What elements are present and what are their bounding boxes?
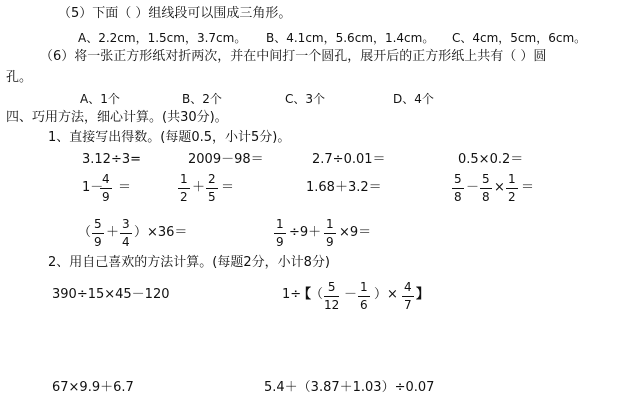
q5-option-a: A、2.2cm，1.5cm，3.7cm。: [78, 31, 247, 45]
numerator: 4: [100, 172, 112, 189]
numerator: 1: [506, 172, 518, 189]
q6-option-b: B、2个: [182, 92, 222, 106]
calc-4-2-fraction-1: [324, 280, 339, 313]
calc-4-2-close: ）×: [374, 287, 398, 302]
numerator: 5: [452, 172, 464, 189]
calc-4-2-right-bracket: 】: [416, 287, 430, 302]
numerator: 1: [274, 217, 286, 234]
calc-1-2: 2009－98＝: [188, 152, 264, 167]
calc-3-2-middle: ÷9＋: [289, 225, 322, 240]
calc-3-2-suffix: ×9＝: [339, 225, 372, 240]
calc-3-1-close: ）×36＝: [134, 225, 188, 240]
calc-4-2-operator: －: [344, 287, 358, 302]
numerator: 1: [358, 280, 370, 297]
numerator: 2: [206, 172, 218, 189]
numerator: 1: [324, 217, 336, 234]
q5-option-b: B、4.1cm，5.6cm，1.4cm。: [266, 31, 435, 45]
q6-option-a: A、1个: [80, 92, 120, 106]
calc-2-1-fraction: [100, 172, 112, 205]
calc-4-2-prefix: 1÷: [282, 287, 302, 302]
denominator: 7: [404, 298, 412, 312]
calc-3-1-operator: ＋: [106, 225, 120, 240]
calc-1-3: 2.7÷0.01＝: [312, 152, 386, 167]
calc-1-1: 3.12÷3=: [82, 152, 142, 167]
calc-3-1-open-paren: （: [78, 225, 92, 240]
calc-2-2-equals: ＝: [221, 180, 235, 195]
denominator: 4: [122, 235, 130, 249]
q6-option-d: D、4个: [393, 92, 434, 106]
calc-2-4-operator-2: ×: [494, 180, 505, 195]
calc-4-2-fraction-3: [402, 280, 414, 313]
calc-2-2-fraction-2: [206, 172, 218, 205]
numerator: 5: [480, 172, 492, 189]
denominator: 2: [508, 190, 516, 204]
calc-4-2-left-bracket: 【: [298, 287, 312, 302]
calc-2-1-equals: ＝: [118, 180, 132, 195]
numerator: 5: [324, 280, 339, 297]
calc-2-4-fraction-3: [506, 172, 518, 205]
denominator: 9: [276, 235, 284, 249]
denominator: 12: [324, 298, 340, 312]
calc-2-2-operator: ＋: [192, 180, 206, 195]
calc-5-2: 5.4＋（3.87＋1.03）÷0.07: [264, 380, 435, 395]
calc-2-4-equals: ＝: [521, 180, 535, 195]
calc-2-1-prefix: 1－: [82, 180, 104, 195]
denominator: 2: [180, 190, 188, 204]
calc-3-2-fraction-1: [274, 217, 286, 250]
q6-option-c: C、3个: [285, 92, 326, 106]
calc-2-4-fraction-2: [480, 172, 492, 205]
denominator: 8: [454, 190, 462, 204]
calc-3-2-fraction-2: [324, 217, 336, 250]
numerator: 3: [120, 217, 132, 234]
calc-2-4-fraction-1: [452, 172, 464, 205]
q6-prompt: （6）将一张正方形纸对折两次，并在中间打一个圆孔，展开后的正方形纸上共有（ ）圆: [40, 49, 547, 64]
calc-4-2-fraction-2: [358, 280, 370, 313]
calc-2-2-fraction-1: [178, 172, 190, 205]
denominator: 6: [360, 298, 368, 312]
denominator: 8: [482, 190, 490, 204]
numerator: 4: [402, 280, 414, 297]
calc-1-4: 0.5×0.2＝: [458, 152, 524, 167]
section4-title: 四、巧用方法，细心计算。(共30分)。: [6, 110, 228, 125]
q6-prompt-continued: 孔。: [6, 70, 33, 85]
q5-option-c: C、4cm，5cm，6cm。: [452, 31, 587, 45]
calc-2-3: 1.68＋3.2＝: [306, 180, 382, 195]
part2-title: 2、用自己喜欢的方法计算。(每题2分，小计8分): [48, 255, 330, 270]
calc-3-1-fraction-2: [120, 217, 132, 250]
denominator: 5: [208, 190, 216, 204]
numerator: 5: [92, 217, 104, 234]
calc-3-1-fraction-1: [92, 217, 104, 250]
denominator: 9: [102, 190, 110, 204]
calc-4-2-open-paren: （: [310, 287, 324, 302]
numerator: 1: [178, 172, 190, 189]
part1-title: 1、直接写出得数。(每题0.5，小计5分)。: [48, 130, 291, 145]
denominator: 9: [326, 235, 334, 249]
q5-prompt: （5）下面（ ）组线段可以围成三角形。: [58, 6, 292, 21]
calc-5-1: 67×9.9＋6.7: [52, 380, 134, 395]
calc-2-4-operator-1: －: [466, 180, 480, 195]
denominator: 9: [94, 235, 102, 249]
calc-4-1: 390÷15×45－120: [52, 287, 170, 302]
